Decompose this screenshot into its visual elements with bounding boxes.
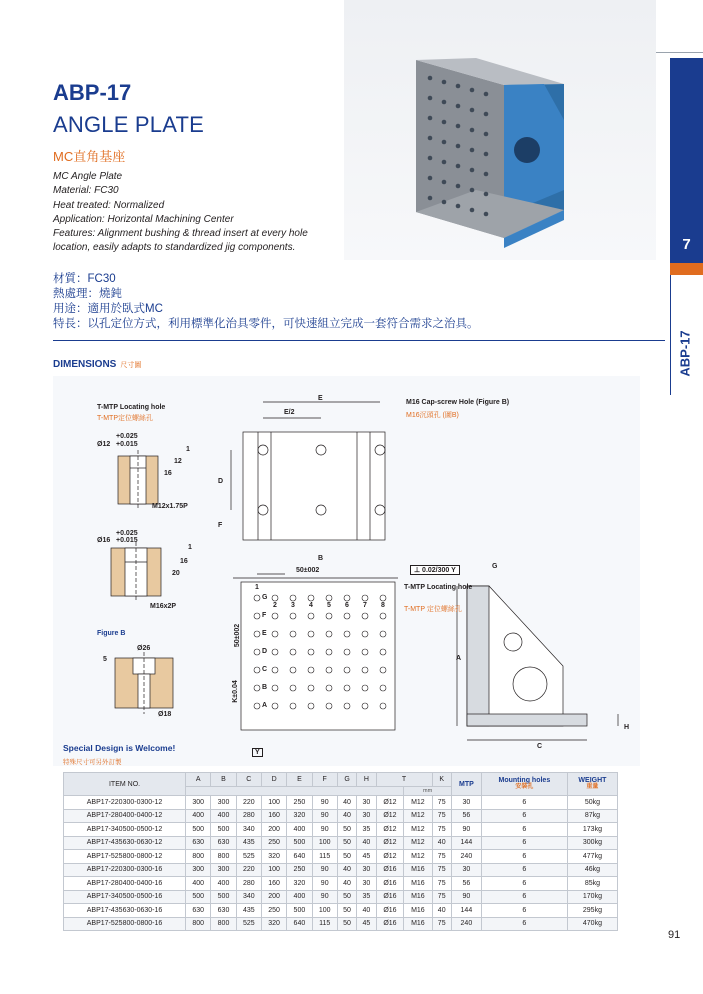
- col-header-mounting: [481, 773, 567, 796]
- table-cell: 40: [337, 863, 356, 877]
- spec-line: MC Angle Plate: [53, 171, 123, 182]
- model-number: ABP-17: [53, 80, 132, 105]
- table-cell: 75: [432, 863, 451, 877]
- col-header: D: [261, 773, 286, 787]
- page-number: 91: [668, 929, 681, 941]
- tol-minus-2: +0.015: [116, 537, 138, 544]
- table-cell: 630: [186, 904, 211, 918]
- table-cell: 320: [287, 809, 312, 823]
- table-cell: 300: [186, 863, 211, 877]
- dim-k: K±0.04: [231, 680, 239, 703]
- table-cell: Ø12: [376, 809, 404, 823]
- col-header: F: [312, 773, 337, 787]
- edge-line: [670, 275, 671, 395]
- mounting-label: Mounting holes: [498, 777, 551, 784]
- table-cell: 400: [186, 877, 211, 891]
- table-cell: 90: [312, 823, 337, 837]
- table-cell: 30: [357, 809, 376, 823]
- table-cell: 40: [357, 836, 376, 850]
- col-header: H: [357, 773, 376, 787]
- table-cell: M16: [404, 917, 432, 931]
- table-cell: 6: [481, 890, 567, 904]
- spec-line: Features: Alignment bushing & thread insert at every hole: [53, 228, 308, 240]
- table-cell: 300kg: [567, 836, 617, 850]
- table-cell: 400: [287, 823, 312, 837]
- dia-26: Ø26: [137, 645, 151, 652]
- dim-12-a: 12: [174, 458, 182, 465]
- table-cell: 6: [481, 917, 567, 931]
- special-design: Special Design is Welcome!: [63, 743, 176, 753]
- table-cell: 320: [287, 877, 312, 891]
- table-cell: 250: [287, 796, 312, 810]
- table-cell: 90: [312, 890, 337, 904]
- side-view: [457, 586, 618, 740]
- spec-cn-line: 熱處理：燒鈍: [53, 288, 122, 300]
- table-cell: Ø16: [376, 904, 404, 918]
- table-cell: M12: [404, 836, 432, 850]
- item-number-cell: ABP17-220300-0300-12: [64, 796, 186, 810]
- table-cell: M16: [404, 890, 432, 904]
- spec-table: [63, 772, 618, 931]
- table-cell: 280: [236, 809, 261, 823]
- tol-plus-1: +0.025: [116, 433, 138, 440]
- table-row: [64, 890, 618, 904]
- table-cell: 525: [236, 917, 261, 931]
- item-number-cell: ABP17-340500-0500-12: [64, 823, 186, 837]
- table-cell: 30: [357, 877, 376, 891]
- col-3: 3: [291, 602, 295, 609]
- table-cell: 340: [236, 890, 261, 904]
- table-cell: 50kg: [567, 796, 617, 810]
- item-number-cell: ABP17-435630-0630-16: [64, 904, 186, 918]
- dia-18: Ø18: [158, 711, 172, 718]
- dia-12: Ø12: [97, 441, 111, 448]
- tol-minus-1: +0.015: [116, 441, 138, 448]
- table-cell: 75: [432, 796, 451, 810]
- dim-16-b: 16: [180, 558, 188, 565]
- table-cell: M12: [404, 809, 432, 823]
- table-cell: 6: [481, 877, 567, 891]
- table-cell: 45: [357, 850, 376, 864]
- table-cell: 40: [432, 836, 451, 850]
- spec-line: Heat treated: Normalized: [53, 199, 165, 211]
- table-cell: 630: [211, 904, 236, 918]
- table-row: [64, 904, 618, 918]
- table-cell: 220: [236, 863, 261, 877]
- table-cell: 160: [261, 809, 286, 823]
- tol-plus-2: +0.025: [116, 530, 138, 537]
- table-row: [64, 850, 618, 864]
- flatness-ref: Y: [451, 567, 456, 574]
- table-cell: 90: [312, 796, 337, 810]
- flatness-value: 0.02/300: [422, 567, 450, 574]
- table-cell: 400: [287, 890, 312, 904]
- col-7: 7: [363, 602, 367, 609]
- thread-m12: M12x1.75P: [152, 503, 188, 510]
- table-cell: 50: [337, 890, 356, 904]
- dim-e: E: [318, 395, 323, 402]
- table-cell: 100: [312, 836, 337, 850]
- spec-table-body: [64, 796, 618, 931]
- dim-h: H: [624, 724, 630, 731]
- edge-divider: [656, 52, 703, 53]
- table-cell: 6: [481, 904, 567, 918]
- tmtp-title: T-MTP Locating hole: [97, 404, 166, 411]
- table-cell: 500: [211, 823, 236, 837]
- table-cell: 220: [236, 796, 261, 810]
- tmtp-16-section: [111, 542, 161, 602]
- table-cell: 75: [432, 917, 451, 931]
- table-cell: 50: [337, 836, 356, 850]
- table-cell: Ø12: [376, 796, 404, 810]
- dim-1-a: 1: [186, 446, 190, 453]
- cap-screw-label: M16 Cap-screw Hole (Figure B): [406, 399, 510, 406]
- dim-g: G: [492, 563, 498, 570]
- table-cell: 100: [261, 863, 286, 877]
- table-cell: M16: [404, 863, 432, 877]
- table-cell: 477kg: [567, 850, 617, 864]
- table-cell: 30: [357, 863, 376, 877]
- figure-b-section: [115, 652, 173, 714]
- product-name: ANGLE PLATE: [53, 112, 204, 137]
- dim-c: C: [537, 743, 543, 750]
- table-cell: 144: [451, 904, 481, 918]
- technical-drawing: [53, 376, 640, 766]
- item-number-cell: ABP17-280400-0400-12: [64, 809, 186, 823]
- row-c: C: [262, 666, 268, 673]
- table-cell: 6: [481, 850, 567, 864]
- table-cell: Ø12: [376, 836, 404, 850]
- table-cell: 90: [451, 823, 481, 837]
- table-cell: 470kg: [567, 917, 617, 931]
- table-cell: 525: [236, 850, 261, 864]
- unit-label: mm: [404, 787, 452, 796]
- table-cell: 300: [211, 863, 236, 877]
- row-a: A: [262, 702, 268, 709]
- table-row: [64, 809, 618, 823]
- dim-spacing: 50±002: [296, 567, 320, 574]
- table-cell: 50: [337, 850, 356, 864]
- table-cell: 500: [287, 904, 312, 918]
- dim-20: 20: [172, 570, 180, 577]
- table-cell: 90: [312, 877, 337, 891]
- product-photo: [344, 0, 656, 260]
- table-cell: 250: [261, 904, 286, 918]
- table-cell: 250: [287, 863, 312, 877]
- ref-y-front: Y: [252, 748, 263, 757]
- figure-b-label: Figure B: [97, 630, 126, 637]
- table-cell: 320: [261, 850, 286, 864]
- table-cell: 87kg: [567, 809, 617, 823]
- table-cell: 30: [451, 796, 481, 810]
- spec-english: [53, 170, 323, 256]
- table-cell: Ø12: [376, 850, 404, 864]
- chapter-number: 7: [682, 236, 691, 253]
- table-cell: 40: [337, 877, 356, 891]
- table-cell: 40: [432, 904, 451, 918]
- table-cell: 75: [432, 823, 451, 837]
- table-cell: Ø16: [376, 917, 404, 931]
- spec-line: Application: Horizontal Machining Center: [53, 213, 234, 225]
- col-header: C: [236, 773, 261, 787]
- table-cell: 35: [357, 890, 376, 904]
- tmtp-12-section: [118, 450, 158, 510]
- col-8: 8: [381, 602, 385, 609]
- table-cell: 200: [261, 890, 286, 904]
- table-cell: 320: [261, 917, 286, 931]
- table-cell: 6: [481, 863, 567, 877]
- thread-m16: M16x2P: [150, 603, 177, 610]
- table-cell: M16: [404, 904, 432, 918]
- table-cell: 115: [312, 850, 337, 864]
- table-cell: 400: [186, 809, 211, 823]
- table-row: [64, 877, 618, 891]
- table-row: [64, 836, 618, 850]
- col-header: T: [376, 773, 432, 787]
- dim-f: F: [218, 522, 223, 529]
- table-cell: Ø16: [376, 890, 404, 904]
- row-d: D: [262, 648, 268, 655]
- table-cell: 300: [211, 796, 236, 810]
- table-cell: 400: [211, 809, 236, 823]
- table-cell: 280: [236, 877, 261, 891]
- item-number-cell: ABP17-435630-0630-12: [64, 836, 186, 850]
- dim-1-b: 1: [188, 544, 192, 551]
- table-cell: 50: [337, 917, 356, 931]
- table-cell: 800: [186, 850, 211, 864]
- mounting-label-cn: 安裝孔: [515, 784, 534, 790]
- cap-screw-label-cn: M16沉頭孔 (圖B): [406, 412, 459, 419]
- table-cell: 500: [186, 890, 211, 904]
- table-row: [64, 863, 618, 877]
- table-cell: 100: [261, 796, 286, 810]
- item-number-cell: ABP17-525800-0800-12: [64, 850, 186, 864]
- table-cell: 6: [481, 836, 567, 850]
- table-cell: 75: [432, 809, 451, 823]
- table-cell: M12: [404, 823, 432, 837]
- table-cell: 435: [236, 904, 261, 918]
- table-cell: 300: [186, 796, 211, 810]
- table-row: [64, 823, 618, 837]
- chapter-tab-accent: [670, 263, 703, 275]
- table-cell: 250: [261, 836, 286, 850]
- dimensions-heading: [53, 359, 141, 370]
- dim-16-a: 16: [164, 470, 172, 477]
- table-cell: 6: [481, 796, 567, 810]
- dim-d: D: [218, 478, 224, 485]
- table-cell: 500: [287, 836, 312, 850]
- dim-b: B: [318, 555, 324, 562]
- table-cell: Ø12: [376, 823, 404, 837]
- table-cell: 30: [357, 796, 376, 810]
- row-g: G: [262, 594, 268, 601]
- table-cell: 240: [451, 850, 481, 864]
- table-cell: 800: [211, 917, 236, 931]
- table-cell: 115: [312, 917, 337, 931]
- table-cell: 800: [211, 850, 236, 864]
- flatness-callout: ⊥ 0.02/300 Y: [410, 565, 460, 575]
- product-name-cn: MC直角基座: [53, 149, 126, 164]
- table-cell: 144: [451, 836, 481, 850]
- table-cell: Ø16: [376, 877, 404, 891]
- spec-cn-line: 材質：FC30: [53, 273, 116, 285]
- section-divider: [53, 340, 665, 341]
- row-f: F: [262, 612, 267, 619]
- table-cell: 100: [312, 904, 337, 918]
- dim-a: A: [456, 655, 462, 662]
- table-cell: 56: [451, 877, 481, 891]
- table-cell: 295kg: [567, 904, 617, 918]
- chapter-tab: [670, 58, 703, 263]
- table-cell: 50: [337, 823, 356, 837]
- item-number-cell: ABP17-340500-0500-16: [64, 890, 186, 904]
- tmtp-title-cn: T-MTP定位螺絲孔: [97, 415, 153, 422]
- table-cell: 46kg: [567, 863, 617, 877]
- spec-cn-line: 用途：適用於臥式MC: [53, 303, 163, 315]
- col-header: G: [337, 773, 356, 787]
- dimensions-title: DIMENSIONS: [53, 359, 117, 370]
- table-cell: 500: [186, 823, 211, 837]
- col-header-weight: [567, 773, 617, 796]
- table-cell: 630: [211, 836, 236, 850]
- edge-model-code: ABP-17: [677, 330, 693, 377]
- table-row: [64, 917, 618, 931]
- table-cell: 40: [337, 809, 356, 823]
- table-cell: 340: [236, 823, 261, 837]
- table-cell: 640: [287, 850, 312, 864]
- weight-label-cn: 重量: [586, 784, 599, 790]
- spec-line: location, easily adapts to standardized jig components.: [53, 242, 296, 254]
- table-cell: M12: [404, 796, 432, 810]
- spec-chinese: [53, 272, 503, 332]
- weight-label: WEIGHT: [578, 777, 607, 784]
- table-cell: 75: [432, 890, 451, 904]
- table-cell: M12: [404, 850, 432, 864]
- col-header: A: [186, 773, 211, 787]
- table-cell: 75: [432, 877, 451, 891]
- dimensions-title-cn: 尺寸圖: [120, 362, 142, 369]
- item-number-cell: ABP17-220300-0300-16: [64, 863, 186, 877]
- table-cell: 400: [211, 877, 236, 891]
- table-cell: 40: [337, 796, 356, 810]
- col-header: B: [211, 773, 236, 787]
- header-spacer: [186, 787, 404, 796]
- item-number-cell: ABP17-280400-0400-16: [64, 877, 186, 891]
- col-header-mtp: MTP: [451, 773, 481, 796]
- table-cell: 6: [481, 809, 567, 823]
- dim-spacing-v: 50±002: [234, 623, 242, 648]
- col-header: ITEM NO.: [64, 773, 186, 796]
- table-cell: 90: [312, 863, 337, 877]
- dim-5: 5: [103, 656, 107, 663]
- col-6: 6: [345, 602, 349, 609]
- table-cell: M16: [404, 877, 432, 891]
- table-cell: 85kg: [567, 877, 617, 891]
- col-4: 4: [309, 602, 313, 609]
- table-cell: 6: [481, 823, 567, 837]
- table-row: [64, 796, 618, 810]
- col-2: 2: [273, 602, 277, 609]
- col-header: K: [432, 773, 451, 787]
- spec-line: Material: FC30: [53, 185, 119, 197]
- table-cell: 640: [287, 917, 312, 931]
- table-cell: Ø16: [376, 863, 404, 877]
- table-cell: 75: [432, 850, 451, 864]
- table-cell: 30: [451, 863, 481, 877]
- table-cell: 50: [337, 904, 356, 918]
- col-1: 1: [255, 584, 259, 591]
- table-cell: 173kg: [567, 823, 617, 837]
- table-cell: 800: [186, 917, 211, 931]
- table-cell: 435: [236, 836, 261, 850]
- table-cell: 90: [451, 890, 481, 904]
- table-cell: 56: [451, 809, 481, 823]
- item-number-cell: ABP17-525800-0800-16: [64, 917, 186, 931]
- col-header: E: [287, 773, 312, 787]
- top-view: [231, 402, 385, 540]
- dia-16: Ø16: [97, 537, 111, 544]
- tmtp-side: T-MTP Locating hole: [404, 584, 473, 591]
- tmtp-side-cn: T-MTP 定位螺絲孔: [404, 606, 462, 613]
- table-cell: 240: [451, 917, 481, 931]
- table-cell: 630: [186, 836, 211, 850]
- table-cell: 90: [312, 809, 337, 823]
- table-cell: 200: [261, 823, 286, 837]
- special-design-cn: 特殊尺寸可另外訂製: [63, 759, 122, 766]
- table-cell: 40: [357, 904, 376, 918]
- table-cell: 160: [261, 877, 286, 891]
- row-e: E: [262, 630, 267, 637]
- dim-e-half: E/2: [284, 409, 295, 416]
- table-cell: 35: [357, 823, 376, 837]
- spec-cn-line: 特長：以孔定位方式，利用標準化治具零件，可快速組立完成一套符合需求之治具。: [53, 318, 479, 330]
- table-cell: 170kg: [567, 890, 617, 904]
- table-cell: 45: [357, 917, 376, 931]
- col-5: 5: [327, 602, 331, 609]
- row-b: B: [262, 684, 268, 691]
- table-cell: 500: [211, 890, 236, 904]
